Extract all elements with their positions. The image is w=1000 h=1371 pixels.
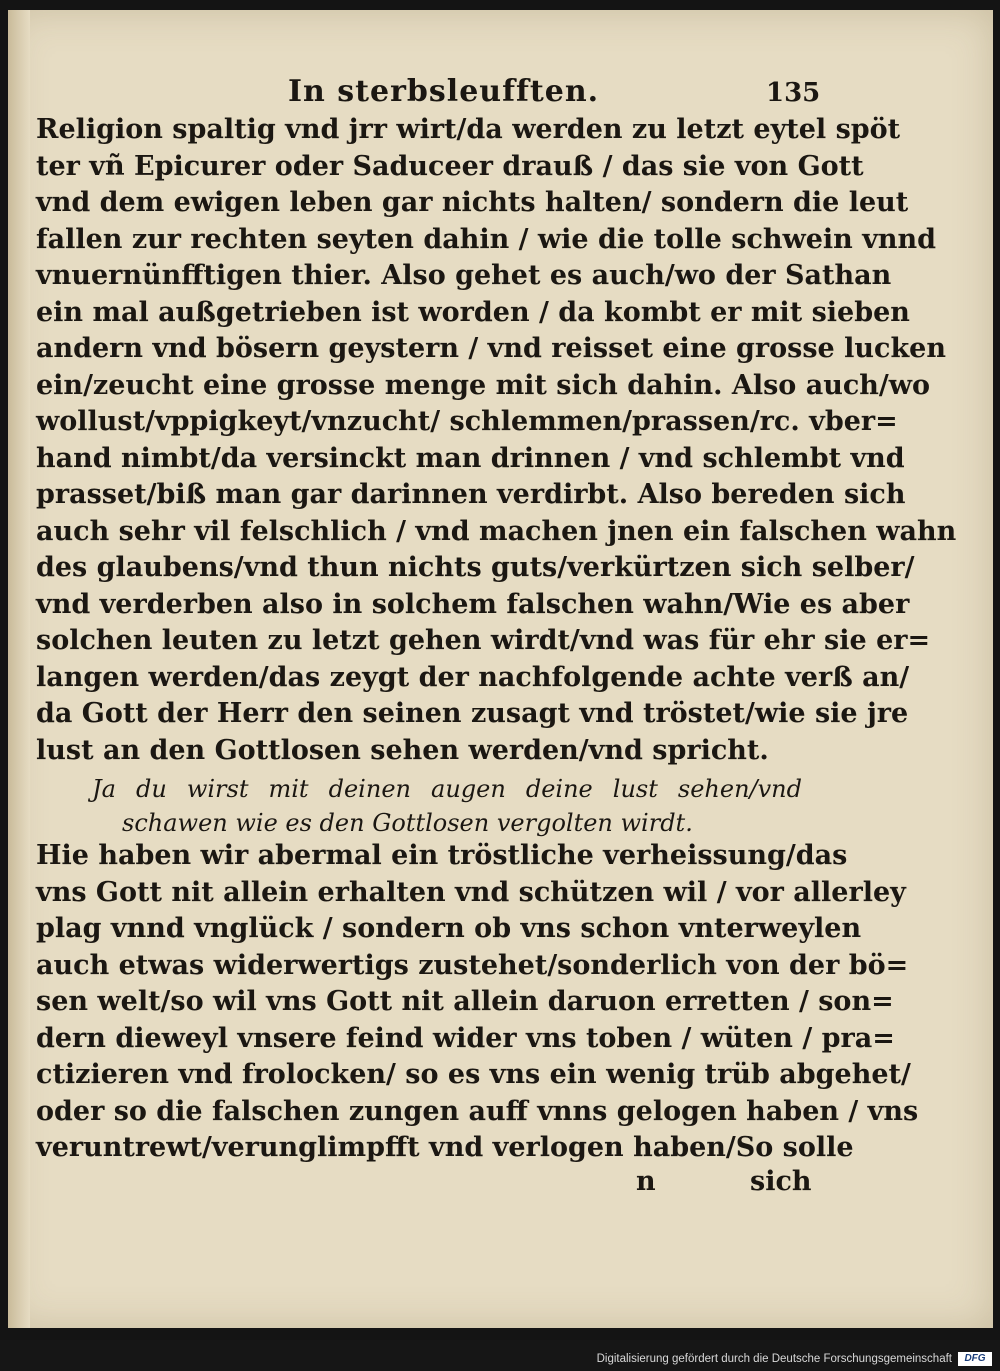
running-head <box>0 74 1000 114</box>
text-line: andern vnd bösern geystern / vnd reisset eine grosse lucken <box>36 333 946 364</box>
catchword: sich <box>750 1166 812 1197</box>
text-line: da Gott der Herr den seinen zusagt vnd tröstet/wie sie jre <box>36 698 909 729</box>
quote-line: schawen wie es den Gottlosen vergolten wirdt. <box>122 809 693 837</box>
text-line: auch etwas widerwertigs zustehet/sonderlich von der bö= <box>36 949 909 981</box>
text-line: ter vñ Epicurer oder Saduceer drauß / das sie von Gott <box>36 150 864 182</box>
text-line: sen welt/so wil vns Gott nit allein daruon erretten / son= <box>36 986 894 1017</box>
text-line: vns Gott nit allein erhalten vnd schützen wil / vor allerley <box>36 876 906 908</box>
text-line: ein/zeucht eine grosse menge mit sich dahin. Also auch/wo <box>36 369 931 401</box>
dfg-logo: DFG <box>958 1352 992 1366</box>
scripture-quote <box>92 772 802 840</box>
quote-line: Ja du wirst mit deinen augen deine lust sehen/vnd <box>92 775 802 803</box>
signature-mark: n <box>636 1166 656 1197</box>
footer-credit: Digitalisierung gefördert durch die Deutsche Forschungsgemeinschaft <box>596 1353 952 1365</box>
text-line: ctizieren vnd frolocken/ so es vns ein wenig trüb abgehet/ <box>36 1059 911 1090</box>
page-number: 135 <box>766 78 821 108</box>
text-line: prasset/biß man gar darinnen verdirbt. Also bereden sich <box>36 479 906 510</box>
text-line: Hie haben wir abermal ein tröstliche verheissung/das <box>36 840 848 871</box>
text-line: Religion spaltig vnd jrr wirt/da werden zu letzt eytel spöt <box>36 114 901 145</box>
text-line: fallen zur rechten seyten dahin / wie die tolle schwein vnnd <box>36 223 937 255</box>
text-line: des glaubens/vnd thun nichts guts/verkürtzen sich selber/ <box>36 552 915 583</box>
page-gutter-edge <box>8 10 30 1328</box>
paragraph-2 <box>36 838 919 1167</box>
text-line: oder so die falschen zungen auff vnns gelogen haben / vns <box>36 1095 919 1127</box>
text-line: wollust/vppigkeyt/vnzucht/ schlemmen/prassen/rc. vber= <box>36 406 898 437</box>
text-line: plag vnnd vnglück / sondern ob vns schon vnterweylen <box>36 913 862 944</box>
text-line: langen werden/das zeygt der nachfolgende achte verß an/ <box>36 661 910 693</box>
paragraph-1 <box>36 112 957 769</box>
text-line: vnd dem ewigen leben gar nichts halten/ sondern die leut <box>36 187 909 218</box>
text-line: solchen leuten zu letzt gehen wirdt/vnd was für ehr sie er= <box>36 625 931 656</box>
text-line: vnd verderben also in solchem falschen wahn/Wie es aber <box>36 588 910 620</box>
text-line: lust an den Gottlosen sehen werden/vnd spricht. <box>36 734 769 766</box>
text-line: auch sehr vil felschlich / vnd machen jnen ein falschen wahn <box>36 515 957 547</box>
text-line: ein mal außgetrieben ist worden / da kombt er mit sieben <box>36 296 910 328</box>
text-line: vnuernünfftigen thier. Also gehet es auch/wo der Sathan <box>36 260 892 291</box>
text-line: veruntrewt/verunglimpfft vnd verlogen haben/So solle <box>36 1132 854 1163</box>
running-head-title: In sterbsleufften. <box>288 74 600 109</box>
text-line: dern dieweyl vnsere feind wider vns toben / wüten / pra= <box>36 1022 895 1054</box>
text-line: hand nimbt/da versinckt man drinnen / vnd schlembt vnd <box>36 442 905 474</box>
footer-bar <box>0 1340 1000 1371</box>
